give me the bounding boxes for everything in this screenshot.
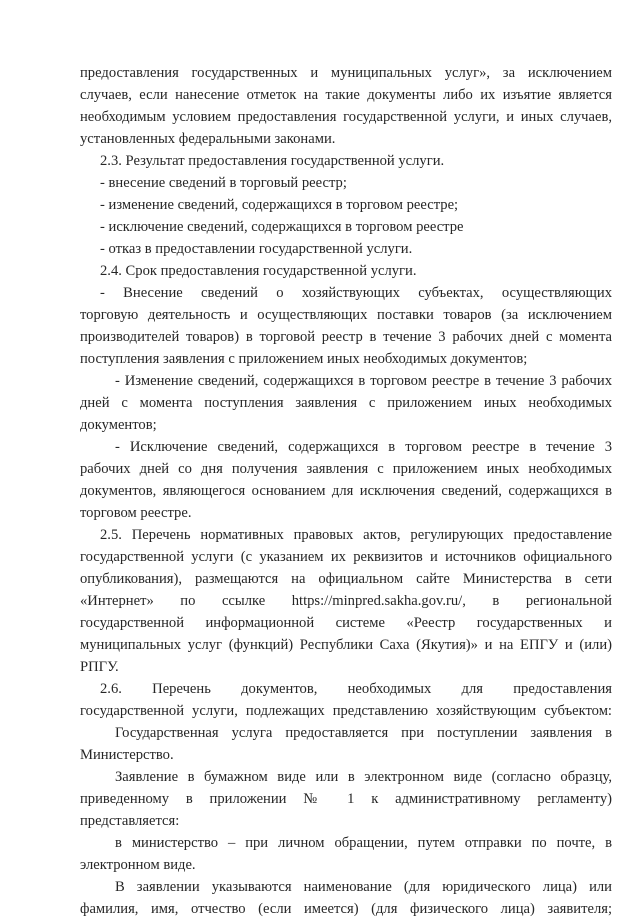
text-line: документов; bbox=[80, 417, 157, 433]
text-line: торговом реестре. bbox=[80, 505, 192, 521]
text-line: 2.5. Перечень нормативных правовых актов, регулирующих предоставление bbox=[100, 527, 612, 543]
text-line: - изменение сведений, содержащихся в торговом реестре; bbox=[100, 197, 459, 213]
text-line: В заявлении указываются наименование (для юридического лица) или bbox=[115, 879, 612, 895]
text-line: 2.3. Результат предоставления государственной услуги. bbox=[100, 153, 445, 169]
text-line: - исключение сведений, содержащихся в торговом реестре bbox=[100, 219, 464, 235]
text-line: - Исключение сведений, содержащихся в торговом реестре в течение 3 bbox=[115, 439, 612, 455]
text-line: государственной информационной системе «Реестр государственных и bbox=[80, 615, 612, 631]
text-line: случаев, если нанесение отметок на такие документы либо их изъятие является bbox=[80, 87, 612, 103]
text-line: представляется: bbox=[80, 813, 180, 829]
text-line: производителей товаров) в торговой реестр в течение 3 рабочих дней с момента bbox=[80, 329, 612, 345]
text-line: установленных федеральными законами. bbox=[80, 131, 336, 147]
text-line: Министерство. bbox=[80, 747, 174, 763]
text-line: поступления заявления с приложением иных необходимых документов; bbox=[80, 351, 528, 367]
text-line: приведенному в приложении № 1 к административному регламенту) bbox=[80, 791, 612, 807]
text-line: Государственная услуга предоставляется при поступлении заявления в bbox=[115, 725, 612, 741]
text-line: в министерство – при личном обращении, путем отправки по почте, в bbox=[115, 835, 612, 851]
text-line: торговую деятельность и осуществляющих поставки товаров (за исключением bbox=[80, 307, 612, 323]
text-line: государственной услуги (с указанием их реквизитов и источников официального bbox=[80, 549, 612, 565]
text-line: 2.6. Перечень документов, необходимых для предоставления bbox=[100, 681, 612, 697]
text-line: - отказ в предоставлении государственной услуги. bbox=[100, 241, 413, 257]
text-line: Заявление в бумажном виде или в электронном виде (согласно образцу, bbox=[115, 769, 612, 785]
text-line: - внесение сведений в торговый реестр; bbox=[100, 175, 347, 191]
text-line: РПГУ. bbox=[80, 659, 119, 675]
text-line: государственной услуги, подлежащих представлению хозяйствующим субъектом: bbox=[80, 703, 612, 719]
text-line: фамилия, имя, отчество (если имеется) (для физического лица) заявителя; bbox=[80, 901, 612, 917]
text-line: - Изменение сведений, содержащихся в торговом реестре в течение 3 рабочих bbox=[115, 373, 612, 389]
text-line: дней с момента поступления заявления с приложением иных необходимых bbox=[80, 395, 612, 411]
text-line: предоставления государственных и муниципальных услуг», за исключением bbox=[80, 65, 612, 81]
text-line: муниципальных услуг (функций) Республики Саха (Якутия)» и на ЕПГУ и (или) bbox=[80, 637, 612, 653]
text-line: электронном виде. bbox=[80, 857, 196, 873]
text-line: документов, являющегося основанием для исключения сведений, содержащихся в bbox=[80, 483, 612, 499]
text-line: рабочих дней со дня получения заявления с приложением иных необходимых bbox=[80, 461, 612, 477]
text-line: 2.4. Срок предоставления государственной услуги. bbox=[100, 263, 417, 279]
text-line: «Интернет» по ссылке https://minpred.sakha.gov.ru/, в региональной bbox=[80, 593, 612, 609]
text-line: опубликования), размещаются на официальном сайте Министерства в сети bbox=[80, 571, 612, 587]
text-line: - Внесение сведений о хозяйствующих субъектах, осуществляющих bbox=[100, 285, 612, 301]
text-line: необходимым условием предоставления государственной услуги, и иных случаев, bbox=[80, 109, 612, 125]
